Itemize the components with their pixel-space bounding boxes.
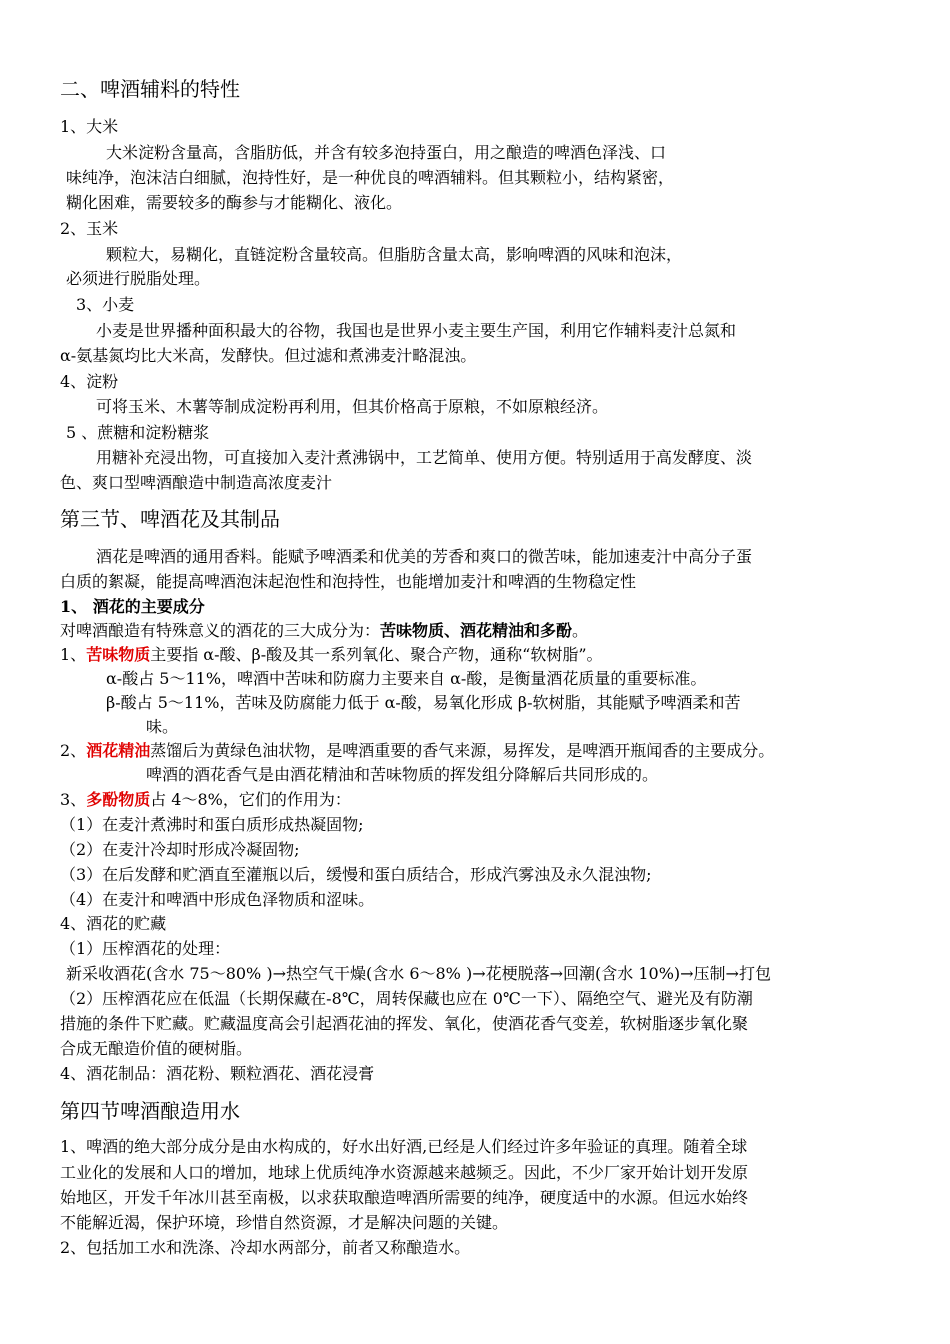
- hops-intro-line-2: 白质的絮凝，能提高啤酒泡沫起泡性和泡持性，也能增加麦汁和啤酒的生物稳定性: [60, 572, 637, 591]
- polyphenol-function-4: （4）在麦汁和啤酒中形成色泽物质和涩味。: [60, 890, 375, 909]
- water-line-3: 始地区，开发千年冰川甚至南极，以求获取酿造啤酒所需要的纯净，硬度适中的水源。但远水始终: [60, 1188, 749, 1207]
- water-line-4: 不能解近渴，保护环境，珍惜自然资源，才是解决问题的关键。: [60, 1213, 509, 1232]
- polyphenol-text: 占 4～8%，它们的作用为：: [150, 790, 351, 809]
- rice-line-2: 味纯净，泡沫洁白细腻，泡持性好，是一种优良的啤酒辅料。但其颗粒小，结构紧密，: [66, 168, 675, 187]
- starch-title: 4、淀粉: [60, 372, 119, 391]
- hop-processing-flow: 新采收酒花(含水 75～80% )→热空气干燥(含水 6～8% )→花梗脱落→回潮(含水 10%)→压制→打包: [66, 964, 771, 983]
- section-heading-adjuncts: 二、啤酒辅料的特性: [60, 77, 240, 101]
- wheat-line-1: 小麦是世界播种面积最大的谷物，我国也是世界小麦主要生产国，利用它作辅料麦汁总氮和: [96, 321, 737, 340]
- hop-products-line: 4、酒花制品：酒花粉、颗粒酒花、酒花浸膏: [60, 1064, 375, 1083]
- rice-title: 1、大米: [60, 117, 119, 136]
- alpha-acid-line: α-酸占 5～11%，啤酒中苦味和防腐力主要来自 α-酸，是衡量酒花质量的重要标准。: [106, 669, 707, 688]
- hop-oil-number: 2、: [60, 741, 87, 760]
- polyphenol-term: 多酚物质: [86, 790, 151, 809]
- section-heading-hops: 第三节、啤酒花及其制品: [60, 507, 280, 531]
- sugar-title: 5 、蔗糖和淀粉糖浆: [66, 423, 210, 442]
- polyphenol-function-2: （2）在麦汁冷却时形成冷凝固物;: [60, 840, 300, 859]
- hops-components-lead: [60, 620, 588, 642]
- hop-oil-text: 蒸馏后为黄绿色油状物，是啤酒重要的香气来源，易挥发，是啤酒开瓶闻香的主要成分。: [150, 741, 775, 760]
- rice-line-1: 大米淀粉含量高，含脂肪低，并含有较多泡持蛋白，用之酿造的啤酒色泽浅、口: [106, 143, 667, 162]
- corn-line-1: 颗粒大，易糊化，直链淀粉含量较高。但脂肪含量太高，影响啤酒的风味和泡沫，: [106, 245, 683, 264]
- wheat-title: 3、小麦: [76, 295, 135, 314]
- hop-oil-line-2: 啤酒的酒花香气是由酒花精油和苦味物质的挥发组分降解后共同形成的。: [146, 765, 659, 784]
- water-line-2: 工业化的发展和人口的增加，地球上优质纯净水资源越来越频乏。因此，不少厂家开始计划开发原: [60, 1163, 749, 1182]
- hop-storage-step-2-line-3: 合成无酿造价值的硬树脂。: [60, 1039, 253, 1058]
- beta-acid-line-2: 味。: [146, 717, 179, 736]
- sugar-line-1: 用糖补充浸出物，可直接加入麦汁煮沸锅中，工艺简单、使用方便。特别适用于高发酵度、淡: [96, 448, 753, 467]
- bitter-number: 1、: [60, 645, 87, 664]
- bitter-term: 苦味物质: [86, 645, 151, 664]
- polyphenol-paragraph: [60, 789, 351, 811]
- beta-acid-line-1: β-酸占 5～11%，苦味及防腐能力低于 α-酸，易氧化形成 β-软树脂，其能赋予啤酒柔和苦: [106, 693, 741, 712]
- hops-components-subheading: 1、 酒花的主要成分: [60, 597, 205, 616]
- wheat-line-2: α-氨基氮均比大米高，发酵快。但过滤和煮沸麦汁略混浊。: [60, 346, 477, 365]
- hop-oil-term: 酒花精油: [86, 741, 151, 760]
- lead-end: 。: [572, 621, 589, 640]
- rice-line-3: 糊化困难，需要较多的酶参与才能糊化、液化。: [66, 193, 403, 212]
- hop-oil-paragraph: [60, 740, 774, 762]
- hop-storage-step-1: （1）压榨酒花的处理：: [60, 939, 231, 958]
- starch-line-1: 可将玉米、木薯等制成淀粉再利用，但其价格高于原粮，不如原粮经济。: [96, 397, 609, 416]
- hop-storage-step-2-line-1: （2）压榨酒花应在低温（长期保藏在-8℃，周转保藏也应在 0℃一下）、隔绝空气、避光及有防潮: [60, 989, 753, 1008]
- water-line-5: 2、包括加工水和洗涤、冷却水两部分，前者又称酿造水。: [60, 1238, 471, 1257]
- water-line-1: 1、啤酒的绝大部分成分是由水构成的，好水出好酒,已经是人们经过许多年验证的真理。随着全球: [60, 1137, 748, 1156]
- bitter-substances-paragraph: [60, 644, 603, 666]
- hop-storage-step-2-line-2: 措施的条件下贮藏。贮藏温度高会引起酒花油的挥发、氧化，使酒花香气变差，软树脂逐步氧化聚: [60, 1014, 749, 1033]
- polyphenol-number: 3、: [60, 790, 87, 809]
- polyphenol-function-1: （1）在麦汁煮沸时和蛋白质形成热凝固物;: [60, 815, 364, 834]
- corn-line-2: 必须进行脱脂处理。: [66, 269, 211, 288]
- section-heading-water: 第四节啤酒酿造用水: [60, 1099, 240, 1123]
- polyphenol-function-3: （3）在后发酵和贮酒直至灌瓶以后，缓慢和蛋白质结合，形成汽雾浊及永久混浊物;: [60, 865, 652, 884]
- sugar-line-2: 色、爽口型啤酒酿造中制造高浓度麦汁: [60, 473, 333, 492]
- hops-intro-line-1: 酒花是啤酒的通用香料。能赋予啤酒柔和优美的芳香和爽口的微苦味，能加速麦汁中高分子蛋: [96, 547, 753, 566]
- hop-storage-title: 4、酒花的贮藏: [60, 914, 167, 933]
- bitter-text: 主要指 α-酸、β-酸及其一系列氧化、聚合产物，通称“软树脂”。: [150, 645, 603, 664]
- lead-bold-text: 苦味物质、酒花精油和多酚: [380, 621, 573, 640]
- lead-text: 对啤酒酿造有特殊意义的酒花的三大成分为：: [60, 621, 381, 640]
- corn-title: 2、玉米: [60, 219, 119, 238]
